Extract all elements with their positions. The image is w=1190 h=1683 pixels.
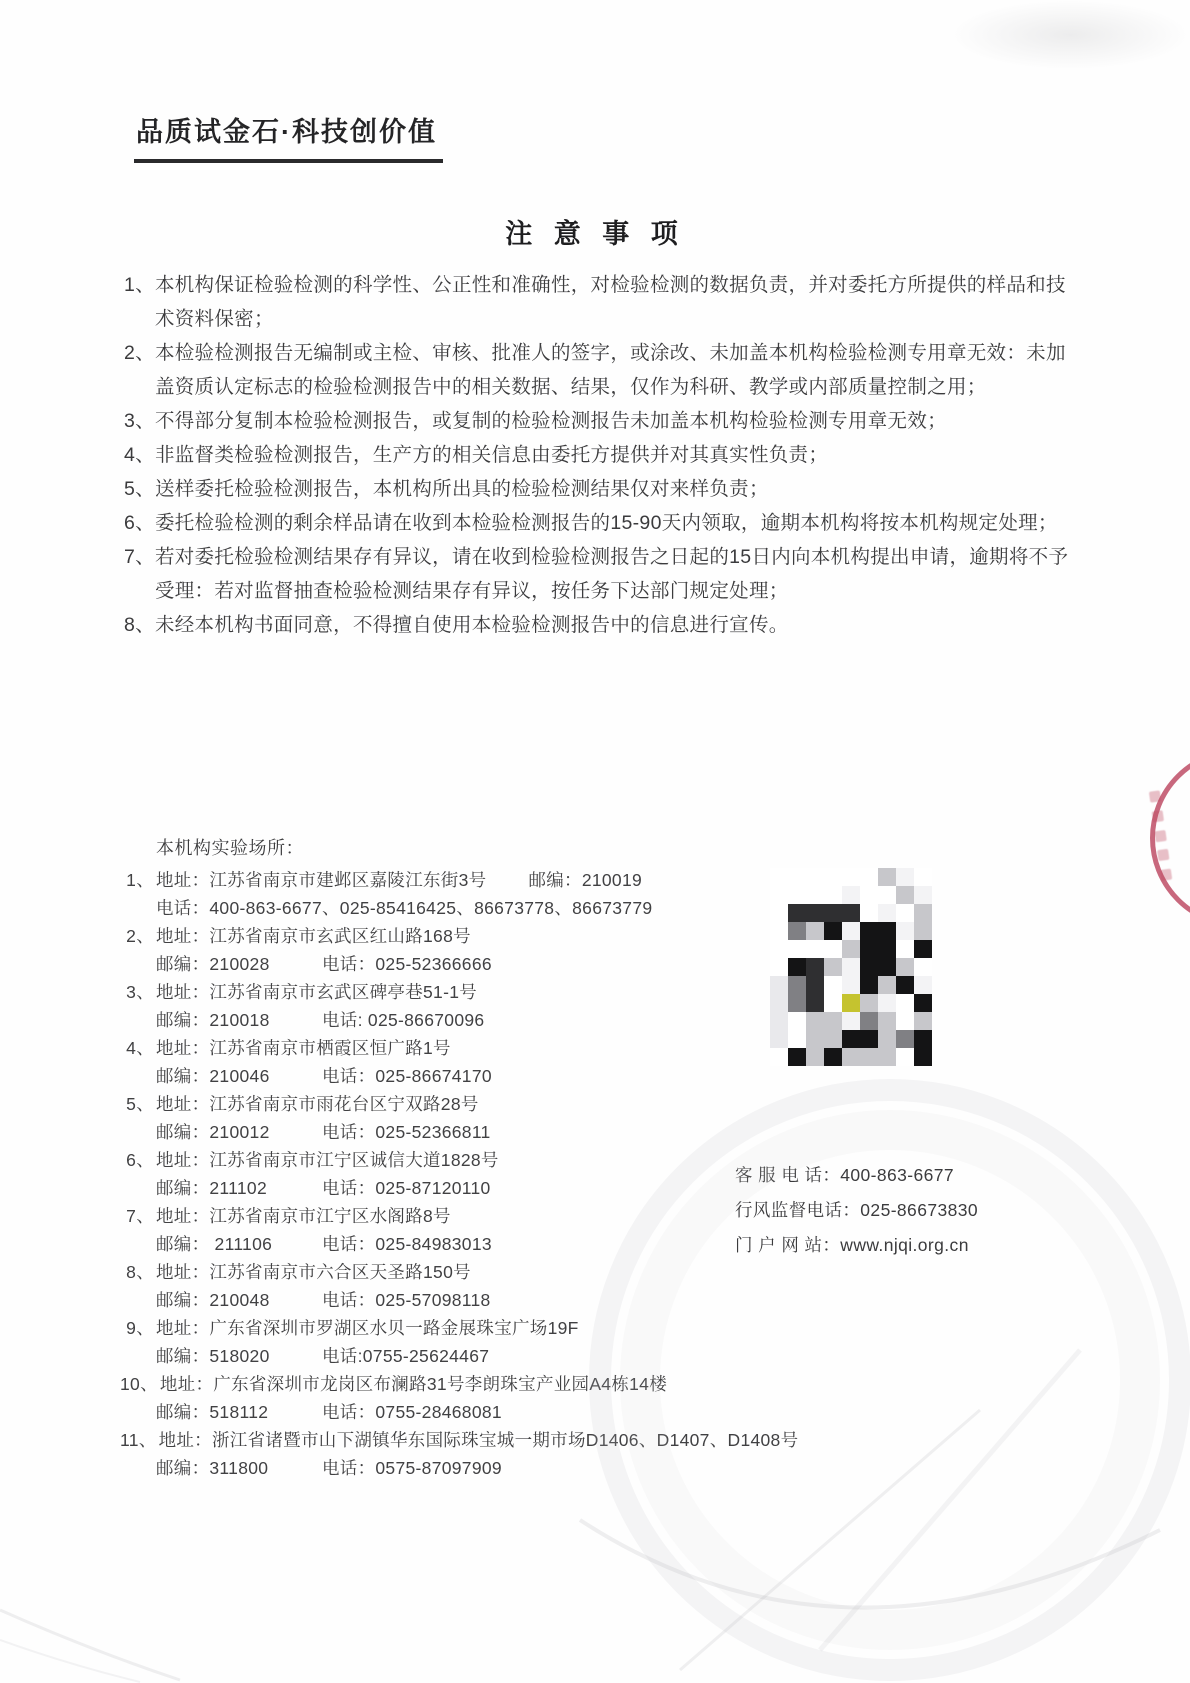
- lab-address-item: [120, 1370, 768, 1426]
- lab-detail-line: [120, 894, 768, 922]
- corner-flourish: [0, 1580, 200, 1683]
- qr-pixel: [788, 976, 806, 994]
- qr-pixel: [806, 886, 824, 904]
- contact-line: 客 服 电 话：400-863-6677: [735, 1165, 955, 1185]
- qr-pixel: [788, 922, 806, 940]
- qr-pixel: [878, 958, 896, 976]
- qr-pixel: [860, 886, 878, 904]
- brand-slogan: 品质试金石·科技创价值: [134, 110, 443, 163]
- qr-pixel: [806, 958, 824, 976]
- qr-pixel: [878, 1030, 896, 1048]
- qr-pixel: [788, 904, 806, 922]
- notice-text: 不得部分复制本检验检测报告，或复制的检验检测报告未加盖本机构检验检测专用章无效；: [154, 410, 947, 432]
- lab-indent: [120, 894, 156, 922]
- lab-address-item: [120, 1258, 768, 1314]
- lab-postcode: 邮编：211102: [156, 1178, 267, 1198]
- qr-pixel: [842, 1030, 860, 1048]
- lab-address-line: [120, 1314, 768, 1342]
- lab-phone: 电话: 025-86670096: [322, 1010, 485, 1030]
- lab-number: 9、: [126, 1318, 154, 1338]
- notice-number: 1、: [124, 274, 155, 296]
- qr-pixel: [860, 1030, 878, 1048]
- lab-address-line: [120, 1370, 768, 1398]
- qr-pixel: [914, 958, 932, 976]
- lab-number: 1、: [126, 870, 154, 890]
- qr-pixel: [878, 994, 896, 1012]
- qr-pixel: [860, 904, 878, 922]
- lab-detail-line: [120, 1006, 768, 1034]
- qr-pixel: [878, 940, 896, 958]
- lab-indent: [120, 1230, 156, 1258]
- qr-pixel: [788, 940, 806, 958]
- qr-pixel: [770, 994, 788, 1012]
- qr-pixel: [788, 994, 806, 1012]
- lab-postcode: 邮编：518020: [156, 1346, 270, 1366]
- lab-postcode-inline: 邮编：210019: [528, 870, 643, 890]
- qr-pixel: [914, 1012, 932, 1030]
- qr-pixel: [860, 1048, 878, 1066]
- lab-phone: 电话：025-52366666: [322, 954, 492, 974]
- notice-number: 4、: [124, 444, 155, 466]
- qr-pixel: [914, 904, 932, 922]
- qr-pixel: [770, 886, 788, 904]
- notice-text: 本检验检测报告无编制或主检、审核、批准人的签字，或涂改、未加盖本机构检验检测专用章无效：未加盖资质认定标志的检验检测报告中的相关数据、结果，仅作为科研、教学或内部质量控制之用；: [154, 342, 1066, 398]
- qr-pixel: [860, 958, 878, 976]
- contact-line: 行风监督电话：025-86673830: [735, 1200, 978, 1220]
- qr-pixel: [788, 886, 806, 904]
- lab-number: 2、: [126, 926, 154, 946]
- qr-pixel: [806, 904, 824, 922]
- lab-phone: 电话:0755-25624467: [322, 1346, 490, 1366]
- notice-number: 6、: [124, 512, 155, 534]
- qr-pixel: [896, 1012, 914, 1030]
- lab-detail-line: [120, 1342, 768, 1370]
- qr-pixel: [788, 868, 806, 886]
- qr-pixel: [914, 976, 932, 994]
- lab-address: 地址：广东省深圳市罗湖区水贝一路金展珠宝广场19F: [156, 1318, 579, 1338]
- qr-pixel: [770, 976, 788, 994]
- qr-pixel: [770, 958, 788, 976]
- notices-list: [124, 268, 1074, 642]
- notice-number: 5、: [124, 478, 155, 500]
- qr-pixel: [896, 1048, 914, 1066]
- lab-address-item: [120, 1090, 768, 1146]
- notice-item: [124, 268, 1074, 336]
- contact-line: 门 户 网 站：www.njqi.org.cn: [735, 1235, 969, 1255]
- lab-address-line: [120, 1202, 768, 1230]
- qr-pixel: [914, 868, 932, 886]
- lab-address: 地址：广东省深圳市龙岗区布澜路31号李朗珠宝产业园A4栋14楼: [159, 1374, 668, 1394]
- lab-address: 地址：江苏省南京市栖霞区恒广路1号: [156, 1038, 451, 1058]
- qr-pixel: [860, 994, 878, 1012]
- lab-address-line: [120, 922, 768, 950]
- qr-pixel: [896, 976, 914, 994]
- lab-phone: 电话：0755-28468081: [322, 1402, 502, 1422]
- lab-phone: 电话：025-87120110: [322, 1178, 491, 1198]
- lab-phone: 电话：0575-87097909: [322, 1458, 502, 1478]
- lab-address: 地址：江苏省南京市建邺区嘉陵江东街3号: [156, 870, 487, 890]
- lab-postcode: 邮编：210028: [156, 954, 270, 974]
- qr-pixel: [806, 922, 824, 940]
- lab-postcode: 邮编：210018: [156, 1010, 270, 1030]
- notice-number: 2、: [124, 342, 155, 364]
- lab-indent: [120, 1454, 156, 1482]
- lab-indent: [120, 1398, 156, 1426]
- qr-pixel: [824, 1012, 842, 1030]
- qr-pixel: [914, 1048, 932, 1066]
- lab-address-line: [120, 978, 768, 1006]
- lab-detail-line: [120, 1454, 768, 1482]
- lab-address: 地址：江苏省南京市玄武区红山路168号: [156, 926, 471, 946]
- notice-text: 非监督类检验检测报告，生产方的相关信息由委托方提供并对其真实性负责；: [154, 444, 829, 466]
- notice-text: 若对委托检验检测结果存有异议，请在收到检验检测报告之日起的15日内向本机构提出申请，逾期将不予受理：若对监督抽查检验检测结果存有异议，按任务下达部门规定处理；: [154, 546, 1069, 602]
- qr-pixel: [806, 1048, 824, 1066]
- lab-indent: [120, 1286, 156, 1314]
- qr-pixel: [824, 958, 842, 976]
- lab-postcode: 邮编：210012: [156, 1122, 270, 1142]
- qr-pixel: [860, 922, 878, 940]
- qr-pixel: [896, 886, 914, 904]
- qr-pixel: [770, 940, 788, 958]
- lab-address-item: [120, 1146, 768, 1202]
- notice-text: 送样委托检验检测报告，本机构所出具的检验检测结果仅对来样负责；: [154, 478, 769, 500]
- lab-indent: [120, 1174, 156, 1202]
- lab-phone: 电话：025-84983013: [322, 1234, 492, 1254]
- lab-postcode: 邮编：311800: [156, 1458, 269, 1478]
- scan-smudge: [950, 0, 1190, 70]
- lab-postcode: 电话：400-863-6677、025-85416425、86673778、86673779: [156, 898, 653, 918]
- qr-pixel: [824, 1048, 842, 1066]
- qr-pixel: [878, 1012, 896, 1030]
- lab-address-item: [120, 1314, 768, 1370]
- qr-pixel: [914, 922, 932, 940]
- qr-pixel: [788, 1012, 806, 1030]
- lab-indent: [120, 1062, 156, 1090]
- qr-pixel: [878, 904, 896, 922]
- lab-address: 地址：江苏省南京市玄武区碑亭巷51-1号: [156, 982, 478, 1002]
- lab-detail-line: [120, 1398, 768, 1426]
- lab-address: 地址：江苏省南京市江宁区水阁路8号: [156, 1206, 451, 1226]
- notice-item: [124, 404, 1074, 438]
- qr-pixel: [842, 958, 860, 976]
- lab-number: 11、: [120, 1430, 157, 1450]
- notice-item: [124, 540, 1074, 608]
- lab-number: 4、: [126, 1038, 154, 1058]
- lab-number: 7、: [126, 1206, 154, 1226]
- qr-pixel: [896, 904, 914, 922]
- qr-pixel: [824, 1030, 842, 1048]
- lab-indent: [120, 1006, 156, 1034]
- labs-address-list: [120, 866, 799, 1482]
- notice-item: [124, 438, 1074, 472]
- notice-item: [124, 506, 1074, 540]
- qr-pixel: [878, 976, 896, 994]
- qr-pixel: [824, 904, 842, 922]
- qr-pixel: [860, 868, 878, 886]
- notice-item: [124, 472, 1074, 506]
- qr-pixel: [824, 868, 842, 886]
- lab-address: 地址：江苏省南京市六合区天圣路150号: [156, 1262, 471, 1282]
- qr-pixel: [896, 994, 914, 1012]
- notice-item: [124, 608, 1074, 642]
- qr-pixel: [806, 940, 824, 958]
- lab-address-line: [120, 866, 768, 894]
- qr-pixel: [914, 1030, 932, 1048]
- qr-pixel: [770, 1012, 788, 1030]
- lab-indent: [120, 1118, 156, 1146]
- qr-pixel: [878, 868, 896, 886]
- qr-pixel: [896, 1030, 914, 1048]
- lab-number: 5、: [126, 1094, 154, 1114]
- lab-postcode: 邮编：210048: [156, 1290, 270, 1310]
- lab-address: 地址：江苏省南京市雨花台区宁双路28号: [156, 1094, 479, 1114]
- qr-pixel: [878, 922, 896, 940]
- qr-pixel: [860, 1012, 878, 1030]
- qr-pixel: [842, 976, 860, 994]
- notice-number: 8、: [124, 614, 155, 636]
- lab-detail-line: [120, 1286, 768, 1314]
- lab-address-item: [120, 1034, 768, 1090]
- contact-info: [735, 1158, 1035, 1263]
- qr-pixel: [896, 922, 914, 940]
- qr-pixel: [788, 1048, 806, 1066]
- qr-pixel: [806, 994, 824, 1012]
- qr-pixel: [896, 940, 914, 958]
- qr-pixel: [914, 886, 932, 904]
- qr-pixel: [842, 1048, 860, 1066]
- lab-phone: 电话：025-52366811: [322, 1122, 491, 1142]
- qr-pixel: [842, 1012, 860, 1030]
- lab-detail-line: [120, 1230, 768, 1258]
- notice-text: 未经本机构书面同意，不得擅自使用本检验检测报告中的信息进行宣传。: [154, 614, 789, 636]
- lab-address-item: [120, 1202, 768, 1258]
- lab-address: 地址：浙江省诸暨市山下湖镇华东国际珠宝城一期市场D1406、D1407、D1408号: [158, 1430, 799, 1450]
- qr-pixel: [770, 1048, 788, 1066]
- notice-text: 本机构保证检验检测的科学性、公正性和准确性，对检验检测的数据负责，并对委托方所提供的样品和技术资料保密；: [154, 274, 1066, 330]
- qr-pixel: [824, 994, 842, 1012]
- lab-address-item: [120, 866, 768, 922]
- qr-pixel: [860, 976, 878, 994]
- qr-pixel: [842, 868, 860, 886]
- lab-address-line: [120, 1090, 768, 1118]
- notice-text: 委托检验检测的剩余样品请在收到本检验检测报告的15-90天内领取，逾期本机构将按本机构规定处理；: [154, 512, 1058, 534]
- lab-address-item: [120, 1426, 799, 1482]
- qr-pixel: [842, 904, 860, 922]
- lab-address-line: [120, 1034, 768, 1062]
- lab-postcode: 邮编： 211106: [156, 1234, 273, 1254]
- qr-pixel: [842, 922, 860, 940]
- lab-address-item: [120, 978, 768, 1034]
- qr-pixel: [806, 868, 824, 886]
- lab-number: 6、: [126, 1150, 154, 1170]
- lab-postcode: 邮编：518112: [156, 1402, 269, 1422]
- page-title: 注 意 事 项: [505, 219, 685, 249]
- lab-postcode: 邮编：210046: [156, 1066, 270, 1086]
- lab-detail-line: [120, 1118, 768, 1146]
- qr-pixel: [896, 868, 914, 886]
- lab-detail-line: [120, 950, 768, 978]
- qr-pixel: [842, 940, 860, 958]
- lab-detail-line: [120, 1062, 768, 1090]
- qr-pixel: [824, 886, 842, 904]
- lab-phone: 电话：025-57098118: [322, 1290, 491, 1310]
- qr-pixel: [788, 1030, 806, 1048]
- qr-pixel: [824, 940, 842, 958]
- qr-pixel: [842, 994, 860, 1012]
- lab-number: 8、: [126, 1262, 154, 1282]
- lab-number: 3、: [126, 982, 154, 1002]
- qr-pixel: [824, 922, 842, 940]
- qr-pixel: [842, 886, 860, 904]
- lab-indent: [120, 1342, 156, 1370]
- lab-address: 地址：江苏省南京市江宁区诚信大道1828号: [156, 1150, 499, 1170]
- notice-number: 3、: [124, 410, 155, 432]
- labs-heading: 本机构实验场所：: [156, 838, 304, 858]
- qr-pixel: [878, 1048, 896, 1066]
- qr-pixel: [896, 958, 914, 976]
- qr-pixel: [914, 994, 932, 1012]
- notice-number: 7、: [124, 546, 155, 568]
- qr-pixel: [770, 922, 788, 940]
- qr-pixel: [788, 958, 806, 976]
- qr-pixel: [914, 940, 932, 958]
- lab-address-line: [120, 1426, 799, 1454]
- qr-pixel: [770, 904, 788, 922]
- notice-item: [124, 336, 1074, 404]
- lab-address-line: [120, 1146, 768, 1174]
- qr-pixel: [770, 1030, 788, 1048]
- lab-indent: [120, 950, 156, 978]
- lab-address-item: [120, 922, 768, 978]
- qr-pixel: [860, 940, 878, 958]
- qr-pixel: [806, 1030, 824, 1048]
- lab-detail-line: [120, 1174, 768, 1202]
- lab-number: 10、: [120, 1374, 158, 1394]
- lab-phone: 电话：025-86674170: [322, 1066, 492, 1086]
- lab-address-line: [120, 1258, 768, 1286]
- qr-code-mosaic: [770, 868, 932, 1066]
- qr-pixel: [770, 868, 788, 886]
- qr-pixel: [878, 886, 896, 904]
- qr-pixel: [806, 1012, 824, 1030]
- qr-pixel: [824, 976, 842, 994]
- qr-pixel: [806, 976, 824, 994]
